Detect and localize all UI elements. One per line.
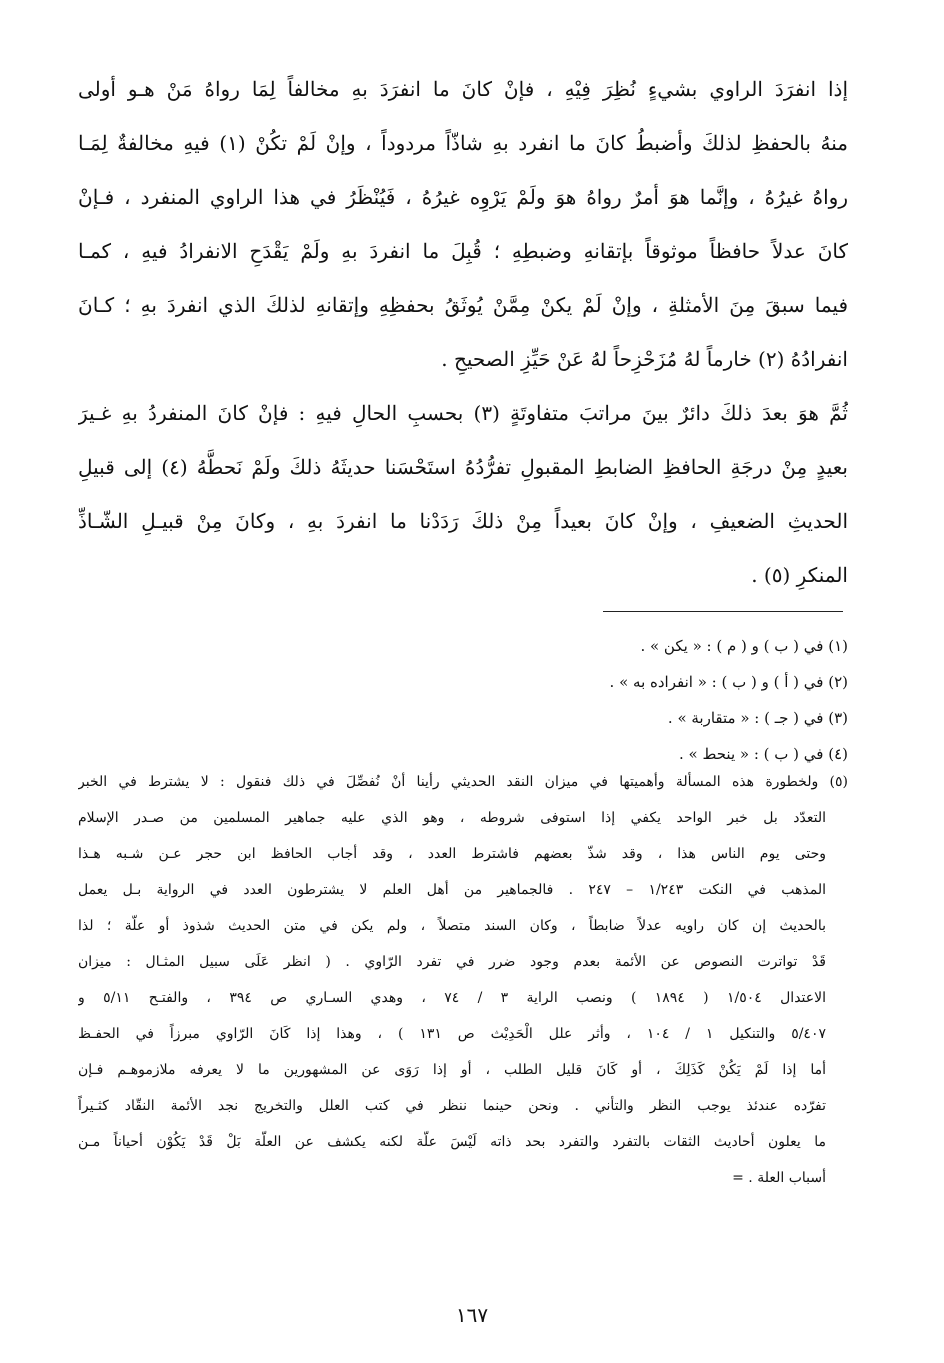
footnote-divider <box>603 611 843 612</box>
main-line-5: فيما سبقَ مِنَ الأمثلةِ ، وإنْ لَمْ يكنْ مِمَّنْ يُوثَقُ بحفظِهِ وإتقانهِ لذلكَ الذي انفردَ بهِ ؛ كـانَ <box>78 293 848 317</box>
main-line-7: ثُمَّ هوَ بعدَ ذلكَ دائرٌ بينَ مراتبَ متفاوتَةٍ (٣) بحسبِ الحالِ فيهِ : فإنْ كانَ المنفردُ بهِ غـيرَ <box>78 401 848 425</box>
footnote-5-line-4: المذهب في النكت ١/٢٤٣ – ٢٤٧ . فالجماهير من أهل العلم لا يشترطون العدد في الرواية بـل يعمل <box>78 882 827 898</box>
footnote-5 <box>78 764 848 1196</box>
footnote-5-line-11: ما يعلون أحاديث الثقات بالتفرد والتفرد بحد ذاته لَيْسَ علّة لكنه يكشف عن العلّة بَلْ قَدْ يَكُوْن أحياناً مـن <box>78 1134 826 1150</box>
footnote-4: (٤) في ( ب ) : « ينحط » . <box>679 745 848 763</box>
main-line-6: انفرادُهُ (٢) خارماً لهُ مُزَحْزِحاً لهُ عَنْ حَيِّزِ الصحيحِ . <box>441 347 848 371</box>
footnote-1: (١) في ( ب ) و ( م ) : « يكن » . <box>640 637 848 655</box>
footnote-3: (٣) في ( جـ ) : « متقاربة » . <box>667 709 848 727</box>
main-line-2: منهُ بالحفظِ لذلكَ وأضبطُ كانَ ما انفرد بهِ شاذّاً مردوداً ، وإنْ لَمْ تكُنْ (١) فيهِ مخالفةٌ لِمَـا <box>78 131 848 155</box>
page-number: ١٦٧ <box>455 1303 489 1327</box>
footnote-5-line-10: تفرّده عندئذ يوجب النظر والتأني . ونحن حينما ننظر في كتب العلل والتخريج نجد الأئمة النقّاد كثـيراً <box>78 1098 826 1114</box>
footnote-5-line-5: بالحديث إن كان راويه عدلاً ضابطاً ، وكان السند متصلاً ، ولم يكن في متن الحديث شذوذ أو علّة ؛ لذا <box>78 918 826 934</box>
footnote-5-line-3: وحتى يوم الناس هذا ، وقد شذّ بعضهم فاشترط العدد ، وقد أجاب الحافظ ابن حجر عـن شـبه هـذا <box>78 846 826 862</box>
main-line-3: رواهُ غيرُهُ ، وإنَّما هوَ أمرٌ رواهُ هوَ ولَمْ يَرْوِه غيرُهُ ، فَيُنْظَرُ في هذا الراوي المنفرد ، فـإنْ <box>78 185 848 209</box>
footnote-5-line-1: (٥) ولخطورة هذه المسألة وأهميتها في ميزان النقد الحديثي رأينا أنْ نُفصِّلَ في ذلك فنقول : لا يشترط في الخبر <box>78 774 848 790</box>
footnote-5-line-9: أما إذا لَمْ يَكُنْ كَذَلِكَ ، أو كَانَ قليل الطلب ، أو إذا رَوَى عن المشهورين ما لا يعرفه ملازموهـم فـإن <box>78 1062 826 1078</box>
footnote-5-line-8: ٥/٤٠٧ والتنكيل ١ / ١٠٤ ، وأثر علل الْحَدِيْث ص ١٣١ ) ، وهذا إذا كَانَ الرّاوي مبرزاً في الحفـظ <box>78 1026 826 1042</box>
footnote-5-line-6: قَدْ تواترت النصوص عن الأئمة بعدم وجود ضرر في تفرد الرّاوي . ( انظر عَلَى سبيل المثـال : ميزان <box>78 954 826 970</box>
footnote-2: (٢) في ( أ ) و ( ب ) : « انفراده به » . <box>609 673 848 691</box>
footnote-5-line-7: الاعتدال ١/٥٠٤ ( ١٨٩٤ ) ونصب الراية ٣ / ٧٤ ، وهدي السـاري ص ٣٩٤ ، والفتـح ٥/١١ و <box>78 990 827 1006</box>
main-line-9: الحديثِ الضعيفِ ، وإنْ كانَ بعيداً مِنْ ذلكَ رَدَدْنا ما انفردَ بهِ ، وكانَ مِنْ قبيـلِ الشّـاذِّ <box>78 509 848 533</box>
main-line-10: المنكرِ (٥) . <box>751 563 848 587</box>
main-body-text <box>78 62 848 602</box>
main-line-8: بعيدٍ مِنْ درجَةِ الحافظِ الضابطِ المقبولِ تفرُّدُهُ استَحْسَنا حديثَهُ ذلكَ ولَمْ نَحطَّهُ (٤) إلى قبيلِ <box>78 455 848 479</box>
main-line-1: إذا انفرَدَ الراوي بشيءٍ نُظِرَ فِيْهِ ، فإنْ كانَ ما انفرَدَ بهِ مخالفاً لِمَا رواهُ مَنْ هـو أولى <box>78 77 848 101</box>
short-footnotes <box>78 628 848 772</box>
footnote-5-line-2: التعدّد بل خبر الواحد يكفي إذا استوفى شروطه ، وهو الذي عليه جماهير المسلمين من صـدر الإسلام <box>78 810 826 826</box>
footnote-5-line-12: أسباب العلة . = <box>732 1170 826 1186</box>
main-line-4: كانَ عدلاً حافظاً موثوقاً بإتقانهِ وضبطِهِ ؛ قُبِلَ ما انفردَ بهِ ولَمْ يَقْدَحِ الانفرادُ فيهِ ، كمـا <box>78 239 848 263</box>
